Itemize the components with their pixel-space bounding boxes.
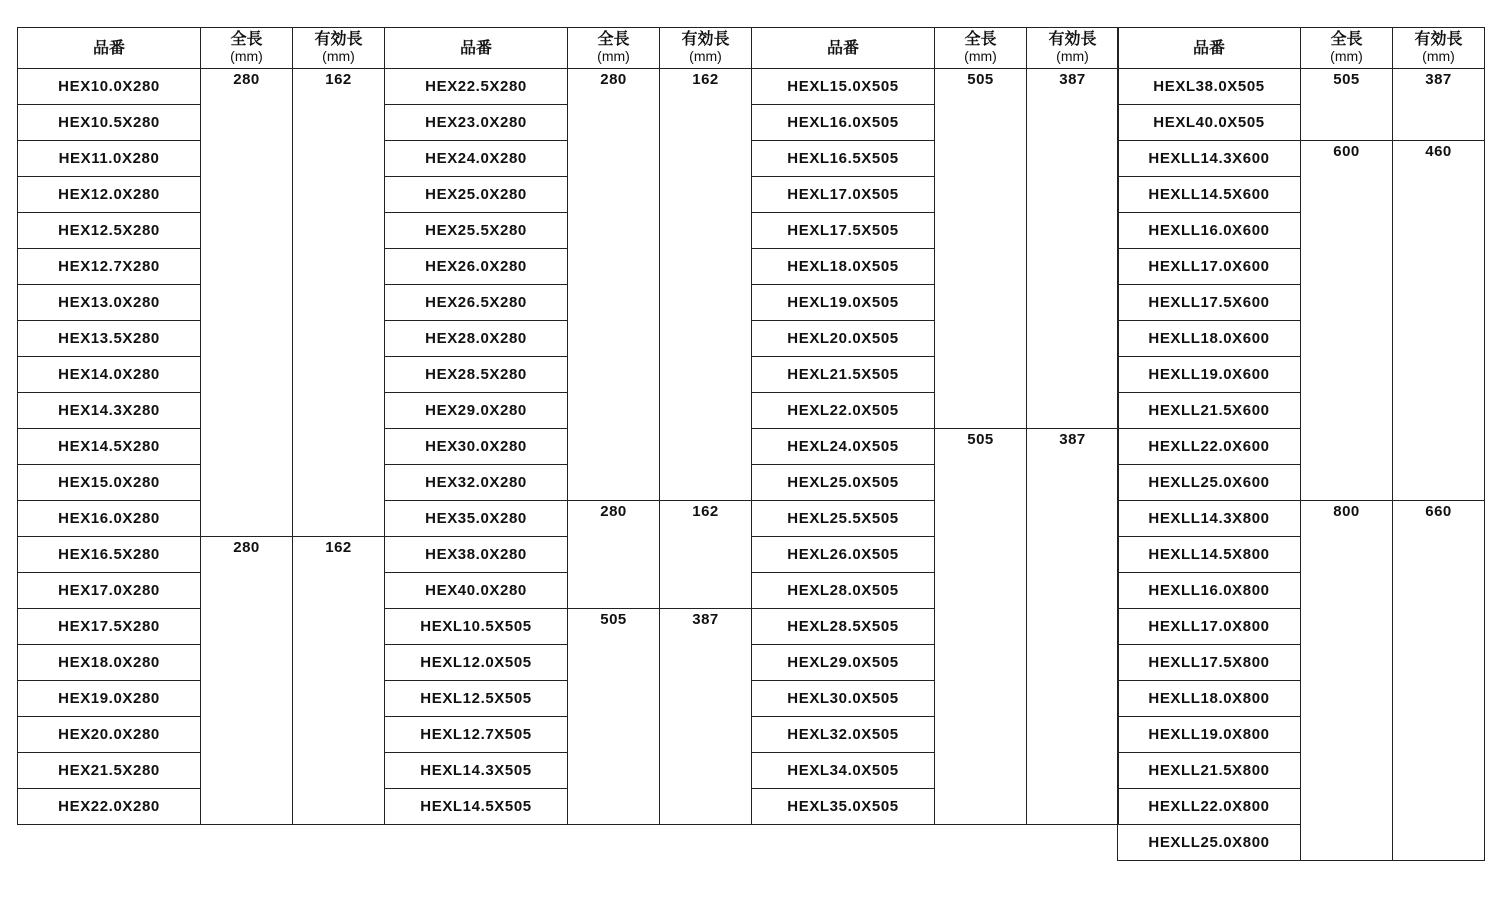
header-effective-length — [660, 28, 752, 69]
part-number-cell: HEX12.5X280 — [18, 213, 201, 249]
header-unit: (mm) — [964, 48, 997, 64]
part-number-cell: HEX14.3X280 — [18, 393, 201, 429]
header-label: 有効長 — [314, 31, 363, 48]
table-row — [385, 69, 752, 105]
spec-table-1 — [17, 27, 385, 825]
table-header — [1118, 28, 1485, 69]
part-number-cell: HEX12.0X280 — [18, 177, 201, 213]
effective-length-cell: 387 — [1027, 429, 1119, 825]
part-number-cell: HEXL14.5X505 — [385, 789, 568, 825]
part-number-cell: HEXL24.0X505 — [752, 429, 935, 465]
part-number-cell: HEXL14.3X505 — [385, 753, 568, 789]
table-body — [385, 69, 752, 825]
header-part-number: 品番 — [1118, 28, 1301, 69]
part-number-cell: HEX10.5X280 — [18, 105, 201, 141]
total-length-cell: 800 — [1301, 501, 1393, 861]
part-number-cell: HEXLL16.0X800 — [1118, 573, 1301, 609]
part-number-cell: HEX10.0X280 — [18, 69, 201, 105]
header-label: 全長 — [230, 31, 263, 48]
header-part-number: 品番 — [18, 28, 201, 69]
header-total-length — [568, 28, 660, 69]
part-number-cell: HEX40.0X280 — [385, 573, 568, 609]
header-unit: (mm) — [1056, 48, 1089, 64]
part-number-cell: HEXL28.5X505 — [752, 609, 935, 645]
part-number-cell: HEXL25.5X505 — [752, 501, 935, 537]
part-number-cell: HEXL12.0X505 — [385, 645, 568, 681]
header-unit: (mm) — [1422, 48, 1455, 64]
spec-table-3 — [751, 27, 1119, 825]
header-unit: (mm) — [689, 48, 722, 64]
header-effective-length — [1027, 28, 1119, 69]
table-row — [385, 609, 752, 645]
table-row — [385, 501, 752, 537]
table-header — [18, 28, 385, 69]
header-label: 全長 — [597, 31, 630, 48]
effective-length-cell: 162 — [293, 69, 385, 537]
part-number-cell: HEXL19.0X505 — [752, 285, 935, 321]
part-number-cell: HEXL26.0X505 — [752, 537, 935, 573]
part-number-cell: HEX24.0X280 — [385, 141, 568, 177]
header-total-length — [201, 28, 293, 69]
part-number-cell: HEX25.5X280 — [385, 213, 568, 249]
part-number-cell: HEXL17.0X505 — [752, 177, 935, 213]
part-number-cell: HEX14.5X280 — [18, 429, 201, 465]
effective-length-cell: 387 — [1393, 69, 1485, 141]
table-row — [752, 69, 1119, 105]
table-row — [1118, 69, 1485, 105]
part-number-cell: HEXL16.5X505 — [752, 141, 935, 177]
part-number-cell: HEXL18.0X505 — [752, 249, 935, 285]
part-number-cell: HEX12.7X280 — [18, 249, 201, 285]
table-header — [385, 28, 752, 69]
header-unit: (mm) — [597, 48, 630, 64]
part-number-cell: HEX30.0X280 — [385, 429, 568, 465]
table-row — [1118, 141, 1485, 177]
part-number-cell: HEX19.0X280 — [18, 681, 201, 717]
part-number-cell: HEX18.0X280 — [18, 645, 201, 681]
total-length-cell: 280 — [201, 69, 293, 537]
header-unit: (mm) — [322, 48, 355, 64]
part-number-cell: HEX38.0X280 — [385, 537, 568, 573]
table-body — [752, 69, 1119, 825]
part-number-cell: HEX35.0X280 — [385, 501, 568, 537]
part-number-cell: HEX28.0X280 — [385, 321, 568, 357]
part-number-cell: HEXL38.0X505 — [1118, 69, 1301, 105]
part-number-cell: HEXL20.0X505 — [752, 321, 935, 357]
total-length-cell: 600 — [1301, 141, 1393, 501]
total-length-cell: 280 — [568, 69, 660, 501]
total-length-cell: 280 — [568, 501, 660, 609]
table-row — [18, 537, 385, 573]
part-number-cell: HEXLL25.0X600 — [1118, 465, 1301, 501]
part-number-cell: HEX13.0X280 — [18, 285, 201, 321]
part-number-cell: HEXL10.5X505 — [385, 609, 568, 645]
part-number-cell: HEX28.5X280 — [385, 357, 568, 393]
effective-length-cell: 162 — [660, 69, 752, 501]
part-number-cell: HEX17.0X280 — [18, 573, 201, 609]
part-number-cell: HEXLL25.0X800 — [1118, 825, 1301, 861]
part-number-cell: HEXL28.0X505 — [752, 573, 935, 609]
table-header — [752, 28, 1119, 69]
part-number-cell: HEXLL16.0X600 — [1118, 213, 1301, 249]
part-number-cell: HEXL40.0X505 — [1118, 105, 1301, 141]
part-number-cell: HEXL34.0X505 — [752, 753, 935, 789]
part-number-cell: HEXL22.0X505 — [752, 393, 935, 429]
part-number-cell: HEX15.0X280 — [18, 465, 201, 501]
part-number-cell: HEXL29.0X505 — [752, 645, 935, 681]
part-number-cell: HEX16.5X280 — [18, 537, 201, 573]
spec-table-4 — [1117, 27, 1485, 861]
part-number-cell: HEXL12.5X505 — [385, 681, 568, 717]
part-number-cell: HEX16.0X280 — [18, 501, 201, 537]
header-label: 全長 — [964, 31, 997, 48]
part-number-cell: HEX25.0X280 — [385, 177, 568, 213]
part-number-cell: HEXLL17.0X800 — [1118, 609, 1301, 645]
part-number-cell: HEXLL17.5X600 — [1118, 285, 1301, 321]
part-number-cell: HEX22.0X280 — [18, 789, 201, 825]
part-number-cell: HEX29.0X280 — [385, 393, 568, 429]
part-number-cell: HEX26.5X280 — [385, 285, 568, 321]
part-number-cell: HEXL30.0X505 — [752, 681, 935, 717]
part-number-cell: HEX26.0X280 — [385, 249, 568, 285]
effective-length-cell: 162 — [660, 501, 752, 609]
table-body — [1118, 69, 1485, 861]
part-number-cell: HEX14.0X280 — [18, 357, 201, 393]
part-number-cell: HEX17.5X280 — [18, 609, 201, 645]
total-length-cell: 280 — [201, 537, 293, 825]
effective-length-cell: 460 — [1393, 141, 1485, 501]
part-number-cell: HEXL21.5X505 — [752, 357, 935, 393]
effective-length-cell: 162 — [293, 537, 385, 825]
effective-length-cell: 387 — [1027, 69, 1119, 429]
total-length-cell: 505 — [935, 429, 1027, 825]
part-number-cell: HEX11.0X280 — [18, 141, 201, 177]
part-number-cell: HEX23.0X280 — [385, 105, 568, 141]
part-number-cell: HEXL17.5X505 — [752, 213, 935, 249]
header-label: 有効長 — [681, 31, 730, 48]
part-number-cell: HEXLL14.3X600 — [1118, 141, 1301, 177]
total-length-cell: 505 — [1301, 69, 1393, 141]
table-row — [752, 429, 1119, 465]
header-total-length — [935, 28, 1027, 69]
total-length-cell: 505 — [568, 609, 660, 825]
part-number-cell: HEXLL18.0X600 — [1118, 321, 1301, 357]
part-number-cell: HEXLL21.5X600 — [1118, 393, 1301, 429]
part-number-cell: HEXLL14.5X600 — [1118, 177, 1301, 213]
header-part-number: 品番 — [752, 28, 935, 69]
part-number-cell: HEXLL17.5X800 — [1118, 645, 1301, 681]
header-total-length — [1301, 28, 1393, 69]
part-number-cell: HEXLL17.0X600 — [1118, 249, 1301, 285]
part-number-cell: HEX32.0X280 — [385, 465, 568, 501]
header-label: 有効長 — [1048, 31, 1097, 48]
part-number-cell: HEXL25.0X505 — [752, 465, 935, 501]
header-unit: (mm) — [230, 48, 263, 64]
effective-length-cell: 387 — [660, 609, 752, 825]
header-unit: (mm) — [1330, 48, 1363, 64]
header-label: 有効長 — [1414, 31, 1463, 48]
part-number-cell: HEXLL22.0X600 — [1118, 429, 1301, 465]
table-row — [1118, 501, 1485, 537]
part-number-cell: HEXLL14.5X800 — [1118, 537, 1301, 573]
part-number-cell: HEX21.5X280 — [18, 753, 201, 789]
total-length-cell: 505 — [935, 69, 1027, 429]
table-row — [18, 69, 385, 105]
part-number-cell: HEXLL14.3X800 — [1118, 501, 1301, 537]
part-number-cell: HEXL32.0X505 — [752, 717, 935, 753]
part-number-cell: HEXLL18.0X800 — [1118, 681, 1301, 717]
header-effective-length — [293, 28, 385, 69]
part-number-cell: HEXLL19.0X600 — [1118, 357, 1301, 393]
table-body — [18, 69, 385, 825]
part-number-cell: HEXLL22.0X800 — [1118, 789, 1301, 825]
header-label: 全長 — [1330, 31, 1363, 48]
part-number-cell: HEXLL19.0X800 — [1118, 717, 1301, 753]
part-number-cell: HEXL15.0X505 — [752, 69, 935, 105]
spec-table-2 — [384, 27, 752, 825]
part-number-cell: HEXL16.0X505 — [752, 105, 935, 141]
header-effective-length — [1393, 28, 1485, 69]
part-number-cell: HEX20.0X280 — [18, 717, 201, 753]
effective-length-cell: 660 — [1393, 501, 1485, 861]
header-part-number: 品番 — [385, 28, 568, 69]
part-number-cell: HEXL35.0X505 — [752, 789, 935, 825]
part-number-cell: HEXL12.7X505 — [385, 717, 568, 753]
part-number-cell: HEX22.5X280 — [385, 69, 568, 105]
part-number-cell: HEX13.5X280 — [18, 321, 201, 357]
part-number-cell: HEXLL21.5X800 — [1118, 753, 1301, 789]
